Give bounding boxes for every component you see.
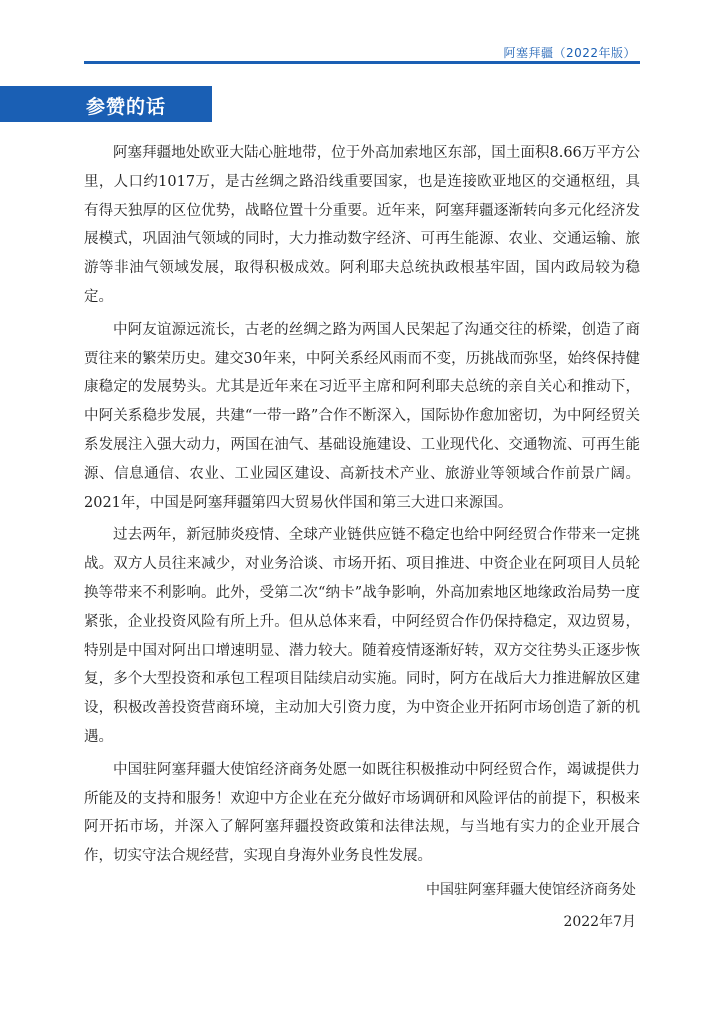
signature-block (426, 874, 636, 938)
header-divider (84, 61, 640, 64)
signature-organization: 中国驻阿塞拜疆大使馆经济商务处 (426, 882, 636, 898)
paragraph: 中国驻阿塞拜疆大使馆经济商务处愿一如既往积极推动中阿经贸合作，竭诚提供力所能及的支持和服务！欢迎中方企业在充分做好市场调研和风险评估的前提下，积极来阿开拓市场，并深入了解阿塞拜疆投资政策和法律法规，与当地有实力的企业开展合作，切实守法合规经营，实现自身海外业务良性发展。 (84, 761, 640, 865)
running-header-title: 阿塞拜疆（2022年版） (503, 46, 636, 60)
signature-date: 2022年7月 (563, 914, 636, 930)
section-title: 参赞的话 (86, 96, 167, 118)
paragraph: 阿塞拜疆地处欧亚大陆心脏地带，位于外高加索地区东部，国土面积8.66万平方公里，人口约1017万，是古丝绸之路沿线重要国家，也是连接欧亚地区的交通枢纽，具有得天独厚的区位优势，战略位置十分重要。近年来，阿塞拜疆逐渐转向多元化经济发展模式，巩固油气领域的同时，大力推动数字经济、可再生能源、农业、交通运输、旅游等非油气领域发展，取得积极成效。阿利耶夫总统执政根基牢固，国内政局较为稳定。 (84, 145, 640, 305)
paragraph: 过去两年，新冠肺炎疫情、全球产业链供应链不稳定也给中阿经贸合作带来一定挑战。双方人员往来减少，对业务洽谈、市场开拓、项目推进、中资企业在阿项目人员轮换等带来不利影响。此外，受第二次“纳卡”战争影响，外高加索地区地缘政治局势一度紧张，企业投资风险有所上升。但从总体来看，中阿经贸合作仍保持稳定，双边贸易，特别是中国对阿出口增速明显、潜力较大。随着疫情逐渐好转，双方交往势头正逐步恢复，多个大型投资和承包工程项目陆续启动实施。同时，阿方在战后大力推进解放区建设，积极改善投资营商环境，主动加大引资力度，为中资企业开拓阿市场创造了新的机遇。 (84, 527, 640, 745)
paragraph: 中阿友谊源远流长，古老的丝绸之路为两国人民架起了沟通交往的桥梁，创造了商贾往来的繁荣历史。建交30年来，中阿关系经风雨而不变，历挑战而弥坚，始终保持健康稳定的发展势头。尤其是近年来在习近平主席和阿利耶夫总统的亲自关心和推动下，中阿关系稳步发展，共建“一带一路”合作不断深入，国际协作愈加密切，为中阿经贸关系发展注入强大动力，两国在油气、基础设施建设、工业现代化、交通物流、可再生能源、信息通信、农业、工业园区建设、高新技术产业、旅游业等领域合作前景广阔。2021年，中国是阿塞拜疆第四大贸易伙伴国和第三大进口来源国。 (84, 321, 640, 511)
body-text (84, 139, 640, 875)
